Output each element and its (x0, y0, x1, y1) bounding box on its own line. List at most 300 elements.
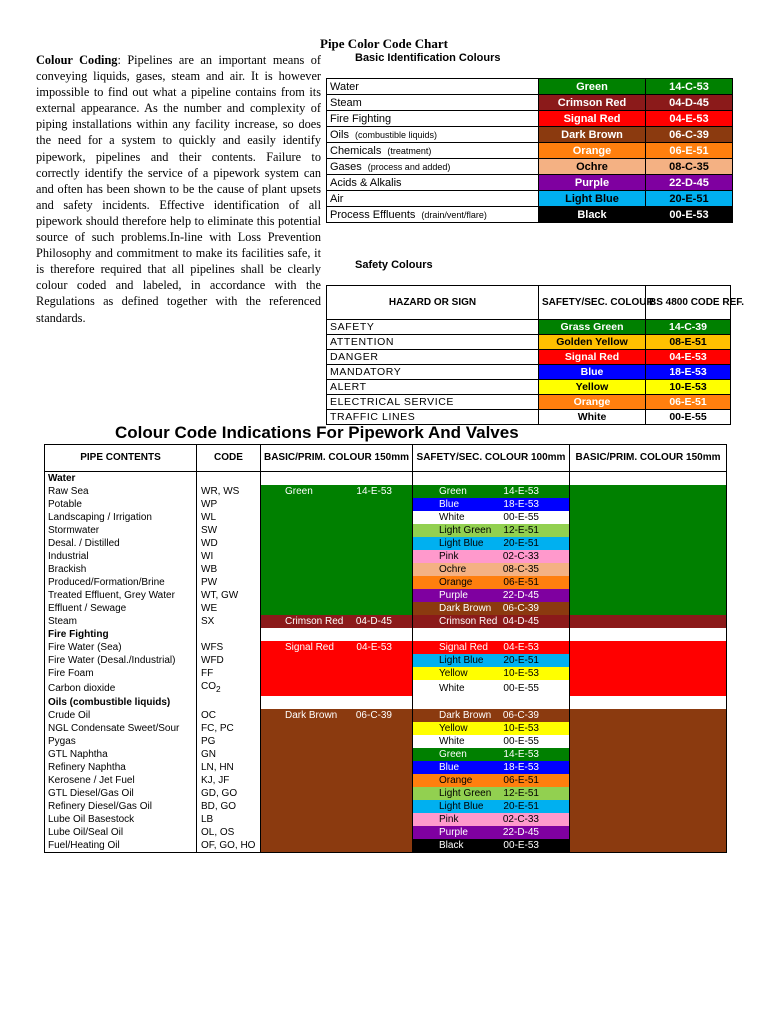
safety-colour-code: 14-E-53 (503, 749, 539, 760)
colour-name-cell: Dark Brown (539, 127, 646, 143)
pipe-row (45, 680, 727, 696)
safety-colour-cell: Yellow (539, 380, 646, 395)
safety-colour-label (413, 667, 569, 680)
pipe-contents-cell: GTL Naphtha (45, 748, 197, 761)
safety-colour-cell (413, 472, 570, 486)
pipe-contents-cell: Lube Oil Basestock (45, 813, 197, 826)
safety-colour-name: Pink (439, 814, 459, 825)
safety-colour-label (413, 839, 569, 852)
basic-colour-name: Signal Red (285, 642, 334, 653)
basic-colour-row (327, 159, 733, 175)
basic-colour-cell (261, 524, 413, 537)
group-header-cell: Water (45, 472, 197, 486)
safety-colour-label (413, 641, 569, 654)
pipe-code-cell (197, 696, 261, 709)
basic-colour-cell-right (570, 667, 727, 680)
pipe-contents-cell: Produced/Formation/Brine (45, 576, 197, 589)
safety-colour-name: Purple (439, 827, 468, 838)
basic-colour-cell-right (570, 709, 727, 722)
basic-colour-cell-right (570, 735, 727, 748)
pipe-code-cell: PW (197, 576, 261, 589)
colour-code-cell: 00-E-53 (646, 207, 733, 223)
colour-name-cell: Crimson Red (539, 95, 646, 111)
basic-colour-cell-right (570, 537, 727, 550)
basic-colour-cell-right (570, 680, 727, 696)
safety-header-cell: SAFETY/SEC. COLOUR (539, 286, 646, 320)
basic-colour-cell (261, 602, 413, 615)
safety-colour-cell (413, 615, 570, 628)
basic-colour-label (261, 485, 412, 498)
intro-lead: Colour Coding (36, 53, 118, 67)
safety-colour-name: Orange (439, 775, 473, 786)
safety-colour-cell (413, 774, 570, 787)
basic-colour-row (327, 175, 733, 191)
safety-colour-cell (413, 511, 570, 524)
pipe-contents-cell: Fuel/Heating Oil (45, 839, 197, 853)
safety-colour-name: Light Blue (439, 801, 484, 812)
basic-colour-cell-right (570, 628, 727, 641)
pipe-code-cell: WE (197, 602, 261, 615)
basic-colour-cell-right (570, 615, 727, 628)
pipe-code-cell: SX (197, 615, 261, 628)
basic-colour-code: 14-E-53 (356, 486, 392, 497)
pipe-service-name: Oils (330, 128, 349, 141)
document-title: Pipe Color Code Chart (320, 36, 448, 51)
basic-colour-cell-right (570, 696, 727, 709)
bs4800-code-cell: 00-E-55 (646, 410, 731, 425)
basic-colour-cell-right (570, 787, 727, 800)
pipe-service-cell (327, 79, 539, 95)
safety-colour-label (413, 813, 569, 826)
indications-table (44, 444, 727, 853)
colour-code-cell: 08-C-35 (646, 159, 733, 175)
basic-colour-cell-right (570, 654, 727, 667)
safety-colour-cell (413, 602, 570, 615)
safety-colour-cell (413, 485, 570, 498)
safety-colour-row (327, 365, 731, 380)
bs4800-code-cell: 08-E-51 (646, 335, 731, 350)
safety-colour-code: 12-E-51 (503, 788, 539, 799)
basic-colour-cell (261, 550, 413, 563)
safety-colour-label (413, 602, 569, 615)
pipe-row (45, 654, 727, 667)
pipe-service-name: Process Effluents (330, 208, 416, 221)
safety-colour-label (413, 615, 569, 628)
safety-colour-name: Dark Brown (439, 710, 492, 721)
pipe-code-cell: WI (197, 550, 261, 563)
pipe-code-cell: FF (197, 667, 261, 680)
safety-colour-code: 06-C-39 (502, 603, 539, 614)
basic-colour-cell (261, 654, 413, 667)
safety-colour-label (413, 654, 569, 667)
pipe-contents-cell: Stormwater (45, 524, 197, 537)
indications-header-cell: SAFETY/SEC. COLOUR 100mm (413, 445, 570, 472)
pipe-row (45, 589, 727, 602)
basic-colour-cell (261, 589, 413, 602)
basic-colour-name: Dark Brown (285, 710, 338, 721)
basic-colour-code: 06-C-39 (355, 710, 392, 721)
pipe-row (45, 839, 727, 853)
safety-colour-code: 22-D-45 (502, 590, 539, 601)
basic-colour-cell-right (570, 563, 727, 576)
basic-colour-row (327, 111, 733, 127)
pipe-service-cell (327, 207, 539, 223)
hazard-name-cell: MANDATORY (327, 365, 539, 380)
safety-colour-cell (413, 709, 570, 722)
basic-colour-cell-right (570, 761, 727, 774)
pipe-row (45, 537, 727, 550)
basic-colour-code: 04-E-53 (356, 642, 392, 653)
intro-paragraph (36, 52, 321, 326)
pipe-contents-cell: Treated Effluent, Grey Water (45, 589, 197, 602)
basic-colour-row (327, 143, 733, 159)
pipe-contents-cell: Steam (45, 615, 197, 628)
safety-colour-name: Ochre (439, 564, 467, 575)
pipe-contents-cell: Landscaping / Irrigation (45, 511, 197, 524)
safety-colour-name: Crimson Red (439, 616, 498, 627)
colour-name-cell: Purple (539, 175, 646, 191)
safety-colour-label (413, 826, 569, 839)
hazard-name-cell: ATTENTION (327, 335, 539, 350)
pipe-code-cell: LN, HN (197, 761, 261, 774)
basic-colour-cell (261, 774, 413, 787)
pipe-contents-cell: Fire Water (Desal./Industrial) (45, 654, 197, 667)
basic-colour-cell (261, 576, 413, 589)
pipe-service-name: Steam (330, 96, 362, 109)
safety-colour-row (327, 395, 731, 410)
basic-colour-cell-right (570, 524, 727, 537)
colour-name-cell: Ochre (539, 159, 646, 175)
basic-colour-cell (261, 511, 413, 524)
safety-colour-cell (413, 667, 570, 680)
safety-colour-code: 10-E-53 (503, 668, 539, 679)
safety-colour-name: Light Green (439, 788, 492, 799)
safety-colour-name: Black (439, 840, 464, 851)
pipe-contents-cell: NGL Condensate Sweet/Sour (45, 722, 197, 735)
pipe-contents-cell: Desal. / Distilled (45, 537, 197, 550)
pipe-row (45, 641, 727, 654)
pipe-code-cell: OF, GO, HO (197, 839, 261, 853)
basic-colour-cell-right (570, 748, 727, 761)
safety-colour-code: 22-D-45 (502, 827, 539, 838)
pipe-contents-cell: Potable (45, 498, 197, 511)
pipe-row (45, 735, 727, 748)
basic-colour-cell-right (570, 589, 727, 602)
basic-colour-cell (261, 787, 413, 800)
safety-colour-cell: Blue (539, 365, 646, 380)
colour-code-cell: 06-C-39 (646, 127, 733, 143)
colour-code-cell: 20-E-51 (646, 191, 733, 207)
safety-colour-label (413, 709, 569, 722)
safety-colour-label (413, 682, 569, 695)
indications-title: Colour Code Indications For Pipework And Valves (115, 423, 519, 442)
pipe-contents-cell: Effluent / Sewage (45, 602, 197, 615)
basic-colour-cell-right (570, 826, 727, 839)
safety-colour-name: Pink (439, 551, 459, 562)
safety-colour-name: White (439, 682, 465, 694)
pipe-row (45, 800, 727, 813)
pipe-contents-cell: Fire Water (Sea) (45, 641, 197, 654)
pipe-row (45, 550, 727, 563)
pipe-contents-cell: Lube Oil/Seal Oil (45, 826, 197, 839)
safety-colour-cell (413, 654, 570, 667)
pipe-row (45, 602, 727, 615)
safety-colour-cell (413, 800, 570, 813)
pipe-service-cell (327, 95, 539, 111)
colour-name-cell: Light Blue (539, 191, 646, 207)
safety-colour-cell (413, 696, 570, 709)
pipe-row (45, 485, 727, 498)
safety-colour-name: Orange (439, 577, 473, 588)
safety-colour-label (413, 524, 569, 537)
safety-colour-row (327, 320, 731, 335)
pipe-code-cell: PG (197, 735, 261, 748)
pipe-code-cell: FC, PC (197, 722, 261, 735)
pipe-row (45, 667, 727, 680)
basic-colours-title: Basic Identification Colours (355, 52, 501, 64)
group-header-cell: Fire Fighting (45, 628, 197, 641)
safety-colour-cell (413, 589, 570, 602)
safety-colour-code: 02-C-33 (502, 551, 539, 562)
colour-code-cell: 06-E-51 (646, 143, 733, 159)
hazard-name-cell: ALERT (327, 380, 539, 395)
pipe-code-cell: OL, OS (197, 826, 261, 839)
safety-colour-code: 14-E-53 (503, 486, 539, 497)
pipe-service-name: Gases (330, 160, 362, 173)
pipe-row (45, 709, 727, 722)
pipe-code-cell: GD, GO (197, 787, 261, 800)
safety-colour-label (413, 537, 569, 550)
pipe-code-cell: WD (197, 537, 261, 550)
basic-colour-cell (261, 800, 413, 813)
basic-colour-cell (261, 826, 413, 839)
pipe-code-cell: WFS (197, 641, 261, 654)
safety-colour-code: 12-E-51 (503, 525, 539, 536)
pipe-row (45, 722, 727, 735)
safety-colour-code: 18-E-53 (503, 499, 539, 510)
group-header-cell: Oils (combustible liquids) (45, 696, 197, 709)
indications-header-cell: PIPE CONTENTS (45, 445, 197, 472)
pipe-contents-cell: Crude Oil (45, 709, 197, 722)
basic-colour-label (261, 641, 412, 654)
safety-colours-table (326, 285, 745, 425)
pipe-code-subscript: 2 (216, 684, 221, 694)
pipe-contents-cell: Industrial (45, 550, 197, 563)
intro-text: : Pipelines are an important means of conveying liquids, gases, steam and air. It is however impossible to find out what a pipeline contains from its external appearance. As the number and complexity of piping installations within any facility increase, so does the need for a system to quickly and easily identify pipework, pipelines and their contents. Failure to correctly identify the service of a pipework system can and often has been shown to be the cause of plant upsets and safety incidents. Effective identification of all pipework should therefore help to eliminate this potential source of such problems.In-line with Loss Prevention Philosophy and commitment to make its facilities safe, it is therefore required that all pipelines shall be clearly colour coded and labeled, in accordance with the Regulations as defined together with the referenced standards. (36, 53, 321, 325)
safety-colour-name: Yellow (439, 723, 468, 734)
safety-colour-cell (413, 813, 570, 826)
basic-colour-cell (261, 628, 413, 641)
basic-colour-cell-right (570, 485, 727, 498)
safety-colour-name: Light Blue (439, 655, 484, 666)
basic-colour-cell-right (570, 641, 727, 654)
safety-colour-label (413, 550, 569, 563)
basic-colour-cell (261, 748, 413, 761)
pipe-service-name: Chemicals (330, 144, 382, 157)
basic-colour-cell (261, 563, 413, 576)
pipe-row (45, 498, 727, 511)
pipe-code-cell (197, 628, 261, 641)
basic-colour-cell (261, 615, 413, 628)
colour-code-cell: 04-D-45 (646, 95, 733, 111)
basic-colours-table (326, 78, 733, 223)
safety-colour-cell: Grass Green (539, 320, 646, 335)
pipe-row (45, 761, 727, 774)
colour-name-cell: Black (539, 207, 646, 223)
safety-colour-cell (413, 563, 570, 576)
safety-colour-code: 04-E-53 (503, 642, 539, 653)
basic-colour-cell-right (570, 839, 727, 853)
safety-colour-cell (413, 576, 570, 589)
colour-code-cell: 22-D-45 (646, 175, 733, 191)
safety-colour-label (413, 511, 569, 524)
pipe-contents-cell: Carbon dioxide (45, 680, 197, 696)
safety-colour-code: 18-E-53 (503, 762, 539, 773)
pipe-row (45, 774, 727, 787)
safety-colour-name: Dark Brown (439, 603, 492, 614)
indications-header-cell: BASIC/PRIM. COLOUR 150mm (570, 445, 727, 472)
basic-colour-cell-right (570, 472, 727, 486)
pipe-contents-cell: Pygas (45, 735, 197, 748)
safety-colour-cell: Signal Red (539, 350, 646, 365)
safety-colour-name: Signal Red (439, 642, 488, 653)
pipe-code-cell: WFD (197, 654, 261, 667)
basic-colour-cell (261, 839, 413, 853)
safety-colour-label (413, 774, 569, 787)
safety-colour-code: 06-C-39 (502, 710, 539, 721)
basic-colour-cell-right (570, 813, 727, 826)
pipe-row (45, 524, 727, 537)
safety-colour-cell (413, 735, 570, 748)
safety-colour-code: 00-E-55 (503, 512, 539, 523)
hazard-name-cell: SAFETY (327, 320, 539, 335)
safety-colour-cell: White (539, 410, 646, 425)
safety-colour-label (413, 722, 569, 735)
safety-header-cell: BS 4800 CODE REF. (646, 286, 731, 320)
colour-code-cell: 14-C-53 (646, 79, 733, 95)
safety-colour-label (413, 800, 569, 813)
pipe-service-cell (327, 143, 539, 159)
pipe-service-note: (process and added) (367, 161, 451, 172)
basic-colour-name: Crimson Red (285, 616, 344, 627)
safety-colour-code: 00-E-55 (503, 736, 539, 747)
pipe-row (45, 563, 727, 576)
safety-colour-name: Blue (439, 499, 460, 510)
pipe-row (45, 787, 727, 800)
safety-colour-cell (413, 787, 570, 800)
pipe-code-cell: BD, GO (197, 800, 261, 813)
pipe-contents-cell: Brackish (45, 563, 197, 576)
pipe-service-name: Water (330, 80, 359, 93)
group-header-row (45, 628, 727, 641)
basic-colour-row (327, 191, 733, 207)
indications-header-cell: CODE (197, 445, 261, 472)
bs4800-code-cell: 14-C-39 (646, 320, 731, 335)
safety-colour-code: 10-E-53 (503, 723, 539, 734)
pipe-service-note: (drain/vent/flare) (421, 209, 487, 220)
safety-colour-name: Yellow (439, 668, 468, 679)
pipe-code-cell: $CO_2$ (197, 680, 261, 696)
pipe-contents-cell: Refinery Diesel/Gas Oil (45, 800, 197, 813)
safety-colour-cell: Golden Yellow (539, 335, 646, 350)
safety-colour-code: 06-E-51 (503, 775, 539, 786)
basic-colour-cell (261, 722, 413, 735)
pipe-contents-cell: Fire Foam (45, 667, 197, 680)
pipe-row (45, 813, 727, 826)
basic-colour-cell (261, 761, 413, 774)
pipe-contents-cell: Raw Sea (45, 485, 197, 498)
basic-colour-cell (261, 485, 413, 498)
safety-colour-cell (413, 761, 570, 774)
pipe-service-cell (327, 111, 539, 127)
indications-header-cell: BASIC/PRIM. COLOUR 150mm (261, 445, 413, 472)
safety-colours-title: Safety Colours (355, 259, 433, 271)
pipe-service-cell (327, 191, 539, 207)
safety-colour-cell (413, 550, 570, 563)
group-header-row (45, 696, 727, 709)
pipe-code-cell: OC (197, 709, 261, 722)
safety-colour-label (413, 563, 569, 576)
basic-colour-cell-right (570, 550, 727, 563)
basic-colour-row (327, 127, 733, 143)
pipe-code-cell: WT, GW (197, 589, 261, 602)
basic-colour-cell-right (570, 602, 727, 615)
safety-colour-code: 08-C-35 (502, 564, 539, 575)
safety-colour-cell (413, 826, 570, 839)
safety-colour-code: 20-E-51 (503, 801, 539, 812)
safety-colour-cell (413, 537, 570, 550)
safety-colour-code: 04-D-45 (502, 616, 539, 627)
basic-colour-label (261, 615, 412, 628)
safety-colour-code: 00-E-53 (503, 840, 539, 851)
basic-colour-cell-right (570, 511, 727, 524)
pipe-contents-cell: GTL Diesel/Gas Oil (45, 787, 197, 800)
basic-colour-cell (261, 735, 413, 748)
safety-colour-name: Light Green (439, 525, 492, 536)
group-header-row (45, 472, 727, 486)
basic-colour-cell-right (570, 498, 727, 511)
safety-colour-row (327, 380, 731, 395)
safety-colour-cell (413, 524, 570, 537)
safety-colour-label (413, 498, 569, 511)
pipe-service-note: (combustible liquids) (354, 129, 437, 140)
safety-colour-cell (413, 498, 570, 511)
basic-colour-cell-right (570, 722, 727, 735)
basic-colour-cell-right (570, 774, 727, 787)
pipe-service-name: Acids & Alkalis (330, 176, 402, 189)
safety-colour-name: Light Blue (439, 538, 484, 549)
pipe-code-cell: WP (197, 498, 261, 511)
basic-colour-cell (261, 472, 413, 486)
basic-colour-cell-right (570, 576, 727, 589)
basic-colour-name: Green (285, 486, 313, 497)
safety-colour-row (327, 335, 731, 350)
safety-colour-code: 06-E-51 (503, 577, 539, 588)
hazard-name-cell: TRAFFIC LINES (327, 410, 539, 425)
safety-colour-name: Green (439, 486, 467, 497)
safety-colour-label (413, 748, 569, 761)
bs4800-code-cell: 10-E-53 (646, 380, 731, 395)
safety-colour-label (413, 735, 569, 748)
basic-colour-cell (261, 709, 413, 722)
safety-colour-code: 00-E-55 (503, 682, 539, 694)
basic-colour-cell (261, 641, 413, 654)
basic-colour-cell (261, 680, 413, 696)
safety-colour-cell (413, 748, 570, 761)
basic-colour-cell (261, 537, 413, 550)
safety-header-cell: HAZARD OR SIGN (327, 286, 539, 320)
hazard-name-cell: ELECTRICAL SERVICE (327, 395, 539, 410)
